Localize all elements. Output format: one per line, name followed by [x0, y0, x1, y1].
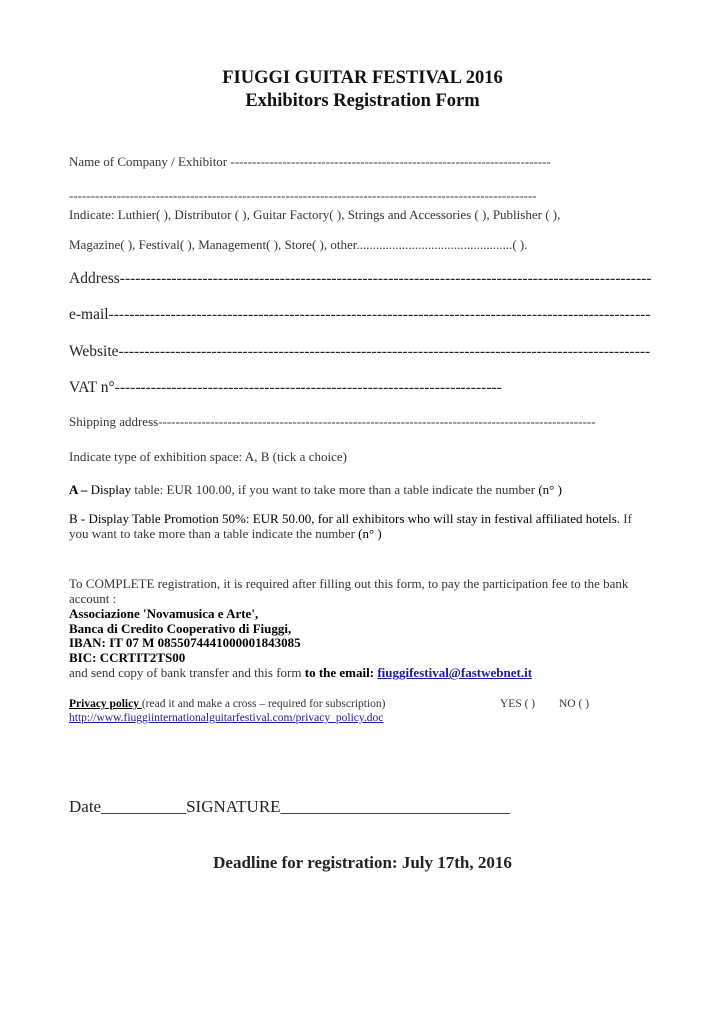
option-b-line-2 [69, 526, 382, 542]
company-field [69, 154, 551, 170]
option-a-text: table: EUR 100.00, if you want to take more than a table indicate the number [131, 482, 536, 497]
send-bold: to the email: [304, 665, 378, 680]
bank-name: Banca di Credito Cooperativo di Fiuggi, [69, 621, 292, 636]
bic: BIC: CCRTIT2TS00 [69, 650, 186, 665]
option-a-number: (n° ) [535, 482, 562, 497]
privacy-policy-label: Privacy policy [69, 698, 142, 710]
form-title: FIUGGI GUITAR FESTIVAL 2016 [222, 68, 503, 88]
shipping-field: Shipping address----------------------------------------------------------------------------------------------------- [69, 414, 596, 429]
date-blank: __________ [101, 797, 187, 816]
option-b-line-1 [69, 511, 632, 527]
association-name: Associazione 'Novamusica e Arte', [69, 606, 259, 621]
category-line-2: Magazine( ), Festival( ), Management( ), Store( ), other................................................( ). [69, 237, 528, 252]
contact-email-link[interactable]: fiuggifestival@fastwebnet.it [377, 665, 533, 680]
payment-line-1: To COMPLETE registration, it is required after filling out this form, to pay the participation fee to the bank [69, 576, 629, 591]
email-field: e-mail--------------------------------------------------------------------------------------------------------- [69, 306, 651, 323]
privacy-url-link[interactable]: http://www.fiuggiinternationalguitarfestival.com/privacy_policy.doc [69, 712, 384, 724]
send-instructions [69, 665, 532, 681]
signature-line [69, 797, 510, 817]
option-b-text-2: you want to take more than a table indicate the number [69, 526, 355, 541]
vat-field: VAT n°--------------------------------------------------------------------------- [69, 379, 502, 396]
signature-blank: ___________________________ [280, 797, 511, 816]
payment-line-2: account : [69, 591, 117, 606]
option-a-display: Display [87, 482, 132, 497]
option-b-text: B - Display Table Promotion 50%: EUR 50.00, for all exhibitors who will stay in festival affiliated hotels. [69, 511, 621, 526]
form-subtitle: Exhibitors Registration Form [245, 91, 480, 111]
signature-label: SIGNATURE [186, 797, 281, 816]
company-label: Name of Company / Exhibitor [69, 154, 228, 169]
privacy-line [69, 698, 385, 710]
address-field: Address------------------------------------------------------------------------------------------------------- [69, 270, 652, 287]
option-b-tail: If [620, 511, 632, 526]
date-label: Date [69, 797, 102, 816]
category-line-1: Indicate: Luthier( ), Distributor ( ), Guitar Factory( ), Strings and Accessories ( ), Publisher ( ), [69, 207, 561, 222]
company-line: -------------------------------------------------------------------------- [230, 154, 551, 169]
website-field: Website------------------------------------------------------------------------------------------------------- [69, 343, 651, 360]
deadline-notice: Deadline for registration: July 17th, 2016 [213, 853, 512, 872]
privacy-yes[interactable]: YES ( ) [500, 698, 536, 710]
option-b-number: (n° ) [354, 526, 382, 541]
exhibition-intro: Indicate type of exhibition space: A, B (tick a choice) [69, 449, 347, 464]
option-a [69, 482, 562, 498]
option-a-label: A – [69, 482, 88, 497]
privacy-no[interactable]: NO ( ) [559, 698, 590, 710]
company-line-2: ------------------------------------------------------------------------------------------------------------ [69, 188, 537, 203]
send-text: and send copy of bank transfer and this form [69, 665, 305, 680]
privacy-text: (read it and make a cross – required for subscription) [141, 698, 386, 710]
iban: IBAN: IT 07 M 0855074441000001843085 [69, 635, 301, 650]
